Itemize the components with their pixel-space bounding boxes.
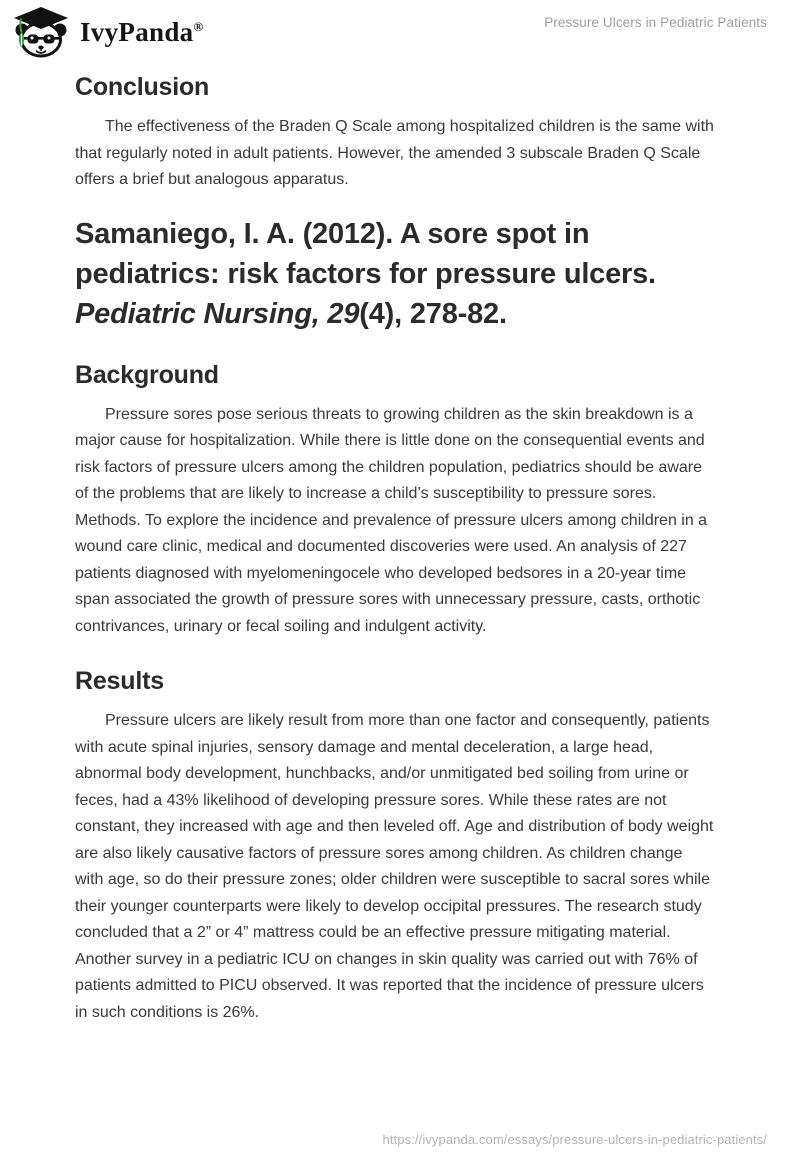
brand bbox=[13, 6, 203, 58]
registered-trademark-symbol: ® bbox=[193, 18, 204, 34]
conclusion-paragraph: The effectiveness of the Braden Q Scale among hospitalized children is the same with that regularly noted in adult patients. However, the amended 3 subscale Braden Q Scale offers a brief but analogous apparatus. bbox=[75, 118, 714, 188]
results-heading: Results bbox=[75, 667, 164, 695]
brand-name bbox=[80, 17, 203, 48]
background-heading: Background bbox=[75, 360, 219, 389]
citation-text-start: Samaniego, I. A. (2012). A sore spot in pediatrics: risk factors for pressure ulcers. bbox=[75, 217, 656, 290]
brand-name-text: IvyPanda bbox=[80, 16, 194, 47]
source-url: https://ivypanda.com/essays/pressure-ulcers-in-pediatric-patients/ bbox=[382, 1132, 767, 1147]
conclusion-heading: Conclusion bbox=[75, 73, 210, 101]
citation-text-end: (4), 278-82. bbox=[359, 297, 507, 330]
running-head-title: Pressure Ulcers in Pediatric Patients bbox=[544, 15, 767, 30]
citation-heading bbox=[75, 214, 715, 334]
citation-journal-italic: Pediatric Nursing, 29 bbox=[75, 297, 360, 330]
results-paragraph: Pressure ulcers are likely result from more than one factor and consequently, patients with acute spinal injuries, sensory damage and mental deceleration, a large head, abnormal body development, hunchbacks, and/or unmitigated bed soiling from urine or feces, had a 43% likelihood of developing pressure sores. While these rates are not constant, they increased with age and then leveled off. Age and distribution of body weight are also likely causative factors of pressure sores among children. As children change with age, so do their pressure zones; older children were susceptible to sacral sores while their younger counterparts were likely to develop occipital pressures. The research study concluded that a 2” or 4” mattress could be an effective pressure mitigating material. Another survey in a pediatric ICU on changes in skin quality was carried out with 76% of patients admitted to PICU observed. It was reported that the incidence of pressure ulcers in such conditions is 26%. bbox=[75, 712, 714, 1021]
page-footer bbox=[383, 1132, 767, 1147]
background-paragraph: Pressure sores pose serious threats to growing children as the skin breakdown is a major cause for hospitalization. While there is little done on the consequential events and risk factors of pressure ulcers among the children population, pediatrics should be aware of the problems that are likely to increase a child’s susceptibility to pressure sores. Methods. To explore the incidence and prevalence of pressure ulcers among children in a wound care clinic, medical and documented discoveries were used. An analysis of 227 patients diagnosed with myelomeningocele who developed bedsores in a 20-year time span associated the growth of pressure sores with unnecessary pressure, casts, orthotic contrivances, urinary or fecal soiling and indulgent activity. bbox=[75, 405, 708, 635]
page-header bbox=[0, 0, 800, 64]
ivypanda-panda-logo-icon bbox=[13, 6, 69, 58]
